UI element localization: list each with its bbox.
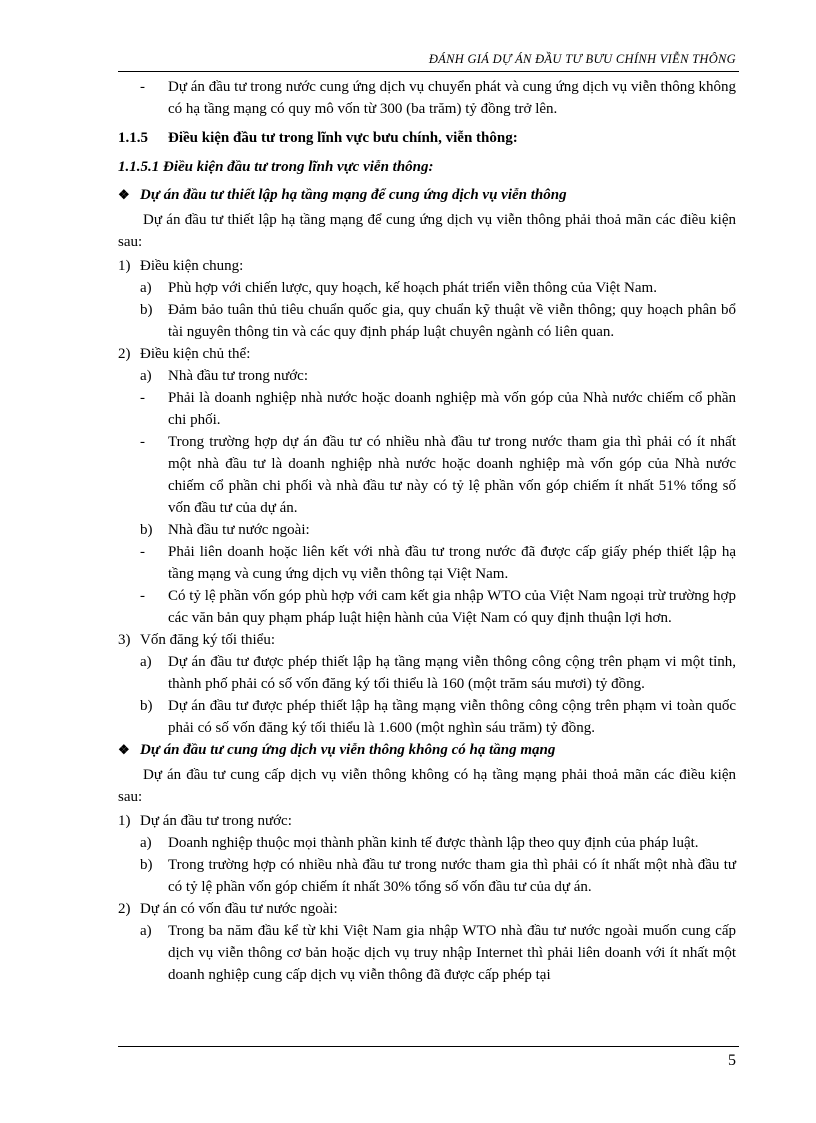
dash-item [118, 431, 736, 519]
number-marker: 1) [118, 258, 131, 274]
header-rule [118, 71, 739, 72]
lettered-item-text: Nhà đầu tư nước ngoài: [168, 522, 310, 538]
lettered-item [118, 651, 736, 695]
dash-marker: - [140, 588, 145, 604]
lettered-item [118, 277, 736, 299]
letter-marker: a) [140, 835, 152, 851]
lettered-item-text: Doanh nghiệp thuộc mọi thành phần kinh tế được thành lập theo quy định của pháp luật. [168, 835, 699, 851]
lettered-item [118, 365, 736, 387]
list-item-text: Dự án đầu tư trong nước cung ứng dịch vụ chuyển phát và cung ứng dịch vụ viễn thông không có hạ tầng mạng có quy mô vốn từ 300 (ba trăm) tỷ đồng trở lên. [168, 79, 736, 117]
number-marker: 2) [118, 346, 131, 362]
dash-item-text: Trong trường hợp dự án đầu tư có nhiều nhà đầu tư trong nước tham gia thì phải có ít nhất một nhà đầu tư là doanh nghiệp nhà nước hoặc doanh nghiệp mà vốn góp của Nhà nước chiếm cổ phần chi phối và nhà đầu tư này có tỷ lệ phần vốn góp chiếm ít nhất 51% tổng số vốn đầu tư của dự án. [168, 434, 736, 516]
numbered-item-label: Vốn đăng ký tối thiểu: [140, 632, 275, 648]
dash-marker: - [140, 434, 145, 450]
numbered-item [118, 629, 736, 651]
dash-item [118, 585, 736, 629]
number-marker: 1) [118, 813, 131, 829]
lettered-item-text: Dự án đầu tư được phép thiết lập hạ tầng mạng viễn thông công cộng trên phạm vi một tỉnh, thành phố phải có số vốn đăng ký tối thiểu là 160 (một trăm sáu mươi) tỷ đồng. [168, 654, 736, 692]
lettered-item-text: Trong trường hợp có nhiều nhà đầu tư trong nước tham gia thì phải có ít nhất một nhà đầu tư có tỷ lệ phần vốn góp chiếm ít nhất 30% tổng số vốn đầu tư của dự án. [168, 857, 736, 895]
lettered-item [118, 519, 736, 541]
block-heading [118, 184, 736, 206]
numbered-item-label: Dự án đầu tư trong nước: [140, 813, 292, 829]
dash-item-text: Phải là doanh nghiệp nhà nước hoặc doanh nghiệp mà vốn góp của Nhà nước chiếm cổ phần chi phối. [168, 390, 736, 428]
section-number: 1.1.5 [118, 130, 148, 146]
lettered-item-text: Dự án đầu tư được phép thiết lập hạ tầng mạng viễn thông công cộng trên phạm vi toàn quốc phải có số vốn đăng ký tối thiểu là 1.600 (một nghìn sáu trăm) tỷ đồng. [168, 698, 736, 736]
diamond-bullet-icon: ❖ [118, 187, 130, 202]
paragraph: Dự án đầu tư cung cấp dịch vụ viễn thông không có hạ tầng mạng phải thoả mãn các điều kiện sau: [118, 767, 736, 805]
section-heading [118, 127, 736, 149]
lettered-item [118, 299, 736, 343]
running-header: ĐÁNH GIÁ DỰ ÁN ĐẦU TƯ BƯU CHÍNH VIỄN THÔNG [428, 52, 736, 66]
block-heading-text: Dự án đầu tư cung ứng dịch vụ viễn thông không có hạ tầng mạng [140, 742, 556, 758]
dash-item [118, 387, 736, 431]
dash-item-text: Phải liên doanh hoặc liên kết với nhà đầu tư trong nước đã được cấp giấy phép thiết lập hạ tầng mạng và cung ứng dịch vụ viễn thông tại Việt Nam. [168, 544, 736, 582]
numbered-item [118, 810, 736, 832]
letter-marker: a) [140, 368, 152, 384]
block-heading-text: Dự án đầu tư thiết lập hạ tầng mạng để cung ứng dịch vụ viễn thông [140, 187, 567, 203]
lettered-item-text: Đảm bảo tuân thủ tiêu chuẩn quốc gia, quy chuẩn kỹ thuật về viễn thông; quy hoạch phân bổ tài nguyên thông tin và các quy định pháp luật chuyên ngành có liên quan. [168, 302, 736, 340]
subsection-heading: 1.1.5.1 Điều kiện đầu tư trong lĩnh vực viễn thông: [118, 159, 434, 175]
dash-marker: - [140, 79, 145, 95]
dash-marker: - [140, 544, 145, 560]
dash-marker: - [140, 390, 145, 406]
list-item [118, 76, 736, 120]
numbered-item-label: Điều kiện chung: [140, 258, 244, 274]
lettered-item-text: Trong ba năm đầu kể từ khi Việt Nam gia nhập WTO nhà đầu tư nước ngoài muốn cung cấp dịch vụ viễn thông cơ bản hoặc dịch vụ truy nhập Internet thì phải liên doanh với ít nhất một doanh nghiệp cung cấp dịch vụ viễn thông đã được cấp phép tại [168, 923, 736, 983]
letter-marker: a) [140, 654, 152, 670]
footer-rule [118, 1046, 739, 1047]
lettered-item [118, 920, 736, 986]
lettered-item [118, 695, 736, 739]
page-number: 5 [728, 1052, 736, 1069]
numbered-item-label: Điều kiện chủ thể: [140, 346, 251, 362]
lettered-item-text: Nhà đầu tư trong nước: [168, 368, 308, 384]
numbered-item-label: Dự án có vốn đầu tư nước ngoài: [140, 901, 338, 917]
section-title: Điều kiện đầu tư trong lĩnh vực bưu chính, viễn thông: [168, 130, 518, 146]
number-marker: 2) [118, 901, 131, 917]
block-heading [118, 739, 736, 761]
letter-marker: a) [140, 280, 152, 296]
numbered-item [118, 255, 736, 277]
lettered-item [118, 832, 736, 854]
letter-marker: b) [140, 698, 153, 714]
dash-item-text: Có tỷ lệ phần vốn góp phù hợp với cam kết gia nhập WTO của Việt Nam ngoại trừ trường hợp các văn bản quy phạm pháp luật hiện hành của Việt Nam có quy định thuận lợi hơn. [168, 588, 736, 626]
number-marker: 3) [118, 632, 131, 648]
document-body [118, 76, 736, 986]
dash-item [118, 541, 736, 585]
letter-marker: b) [140, 857, 153, 873]
numbered-item [118, 898, 736, 920]
paragraph: Dự án đầu tư thiết lập hạ tầng mạng để cung ứng dịch vụ viễn thông phải thoả mãn các điều kiện sau: [118, 212, 736, 250]
numbered-item [118, 343, 736, 365]
lettered-item [118, 854, 736, 898]
diamond-bullet-icon: ❖ [118, 742, 130, 757]
lettered-item-text: Phù hợp với chiến lược, quy hoạch, kế hoạch phát triển viễn thông của Việt Nam. [168, 280, 657, 296]
letter-marker: b) [140, 302, 153, 318]
letter-marker: b) [140, 522, 153, 538]
letter-marker: a) [140, 923, 152, 939]
